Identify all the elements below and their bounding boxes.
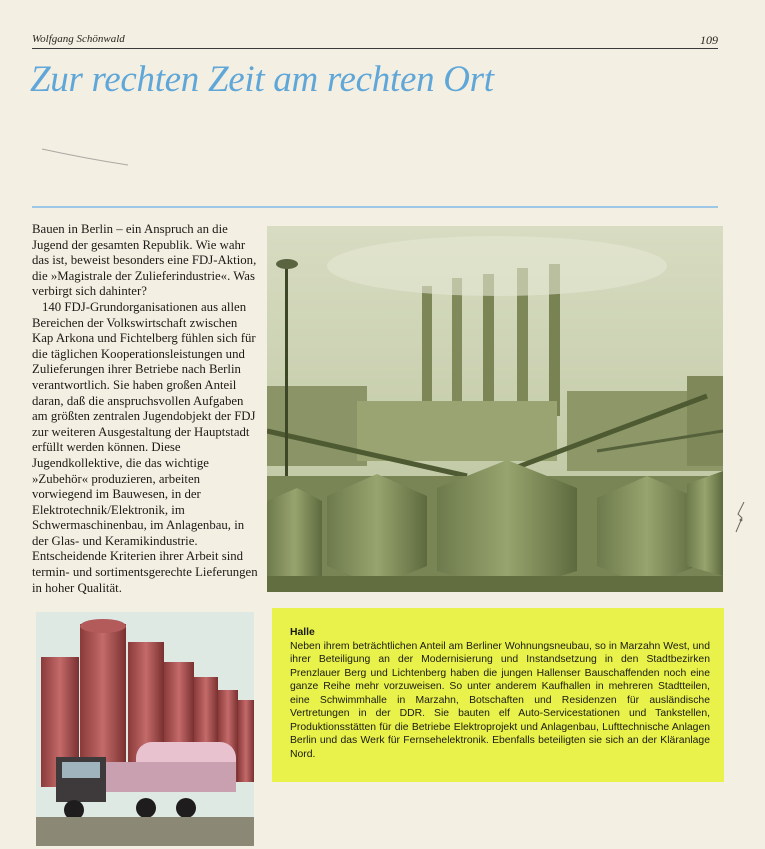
pen-mark-decoration bbox=[40, 145, 130, 167]
page-title: Zur rechten Zeit am rechten Ort bbox=[30, 59, 494, 100]
ink-mark-decoration bbox=[732, 500, 750, 536]
title-divider bbox=[32, 206, 718, 208]
caption-title: Halle bbox=[290, 627, 315, 638]
header-divider bbox=[32, 48, 718, 49]
page-number: 109 bbox=[700, 33, 718, 47]
silos-truck-photo bbox=[36, 612, 254, 846]
caption-text: Neben ihrem beträchtlichen Anteil am Berliner Wohnungsneubau, so in Marzahn West, und ihrer Beteiligung an der Modernisierung und Instandsetzung in den Stadtbezirken Prenzlauer Berg und Lichtenberg haben die jungen Hallenser Bauschaffenden noch eine ganze Reihe mehr vorzuweisen. So unter anderem Kaufhallen in mehreren Stadtteilen, eine Schwimmhalle in Marzahn, Botschaften und Residenzen für ausländische Vertretungen in der DDR. Sie bauten elf Auto-Servicestationen und Tankstellen, Produktionsstätten für die Betriebe Elektroprojekt und Anlagenbau, Lufttechnische Anlagen Berlin und das Werk für Fernsehelektronik. Ebenfalls beteiligten sie sich an der Kläranlage Nord. bbox=[290, 640, 710, 760]
article-body bbox=[32, 222, 258, 596]
article-paragraph-1: Bauen in Berlin – ein Anspruch an die Jugend der gesamten Republik. Wie wahr das ist, beweist besonders eine FDJ-Aktion, die »Magistrale der Zulieferindustrie«. Was verbirgt sich dahinter? bbox=[32, 222, 257, 299]
article-paragraph-2: 140 FDJ-Grundorganisationen aus allen Bereichen der Volkswirtschaft zwischen Kap Arkona und Fichtelberg fühlen sich für die täglichen Kooperationsleistungen und Zulieferungen ihrer Betriebe nach Berlin verantwortlich. Sie haben großen Anteil daran, daß die anspruchsvollen Aufgaben am größten zentralen Jugendobjekt der FDJ zur weiteren Ausgestaltung der Hauptstadt erfüllt werden können. Diese Jugendkollektive, die das wichtige »Zubehör« produzieren, arbeiten vorwiegend im Bauwesen, in der Elektrotechnik/Elektronik, im Schwermaschinenbau, im Anlagenbau, in der Glas- und Keramikindustrie. Entscheidende Kriterien ihrer Arbeit sind termin- und sortimentsgerechte Lieferungen in hoher Qualität. bbox=[32, 299, 258, 595]
header-author: Wolfgang Schönwald bbox=[32, 33, 125, 45]
industrial-plant-photo bbox=[267, 226, 723, 592]
caption-box bbox=[272, 608, 724, 782]
